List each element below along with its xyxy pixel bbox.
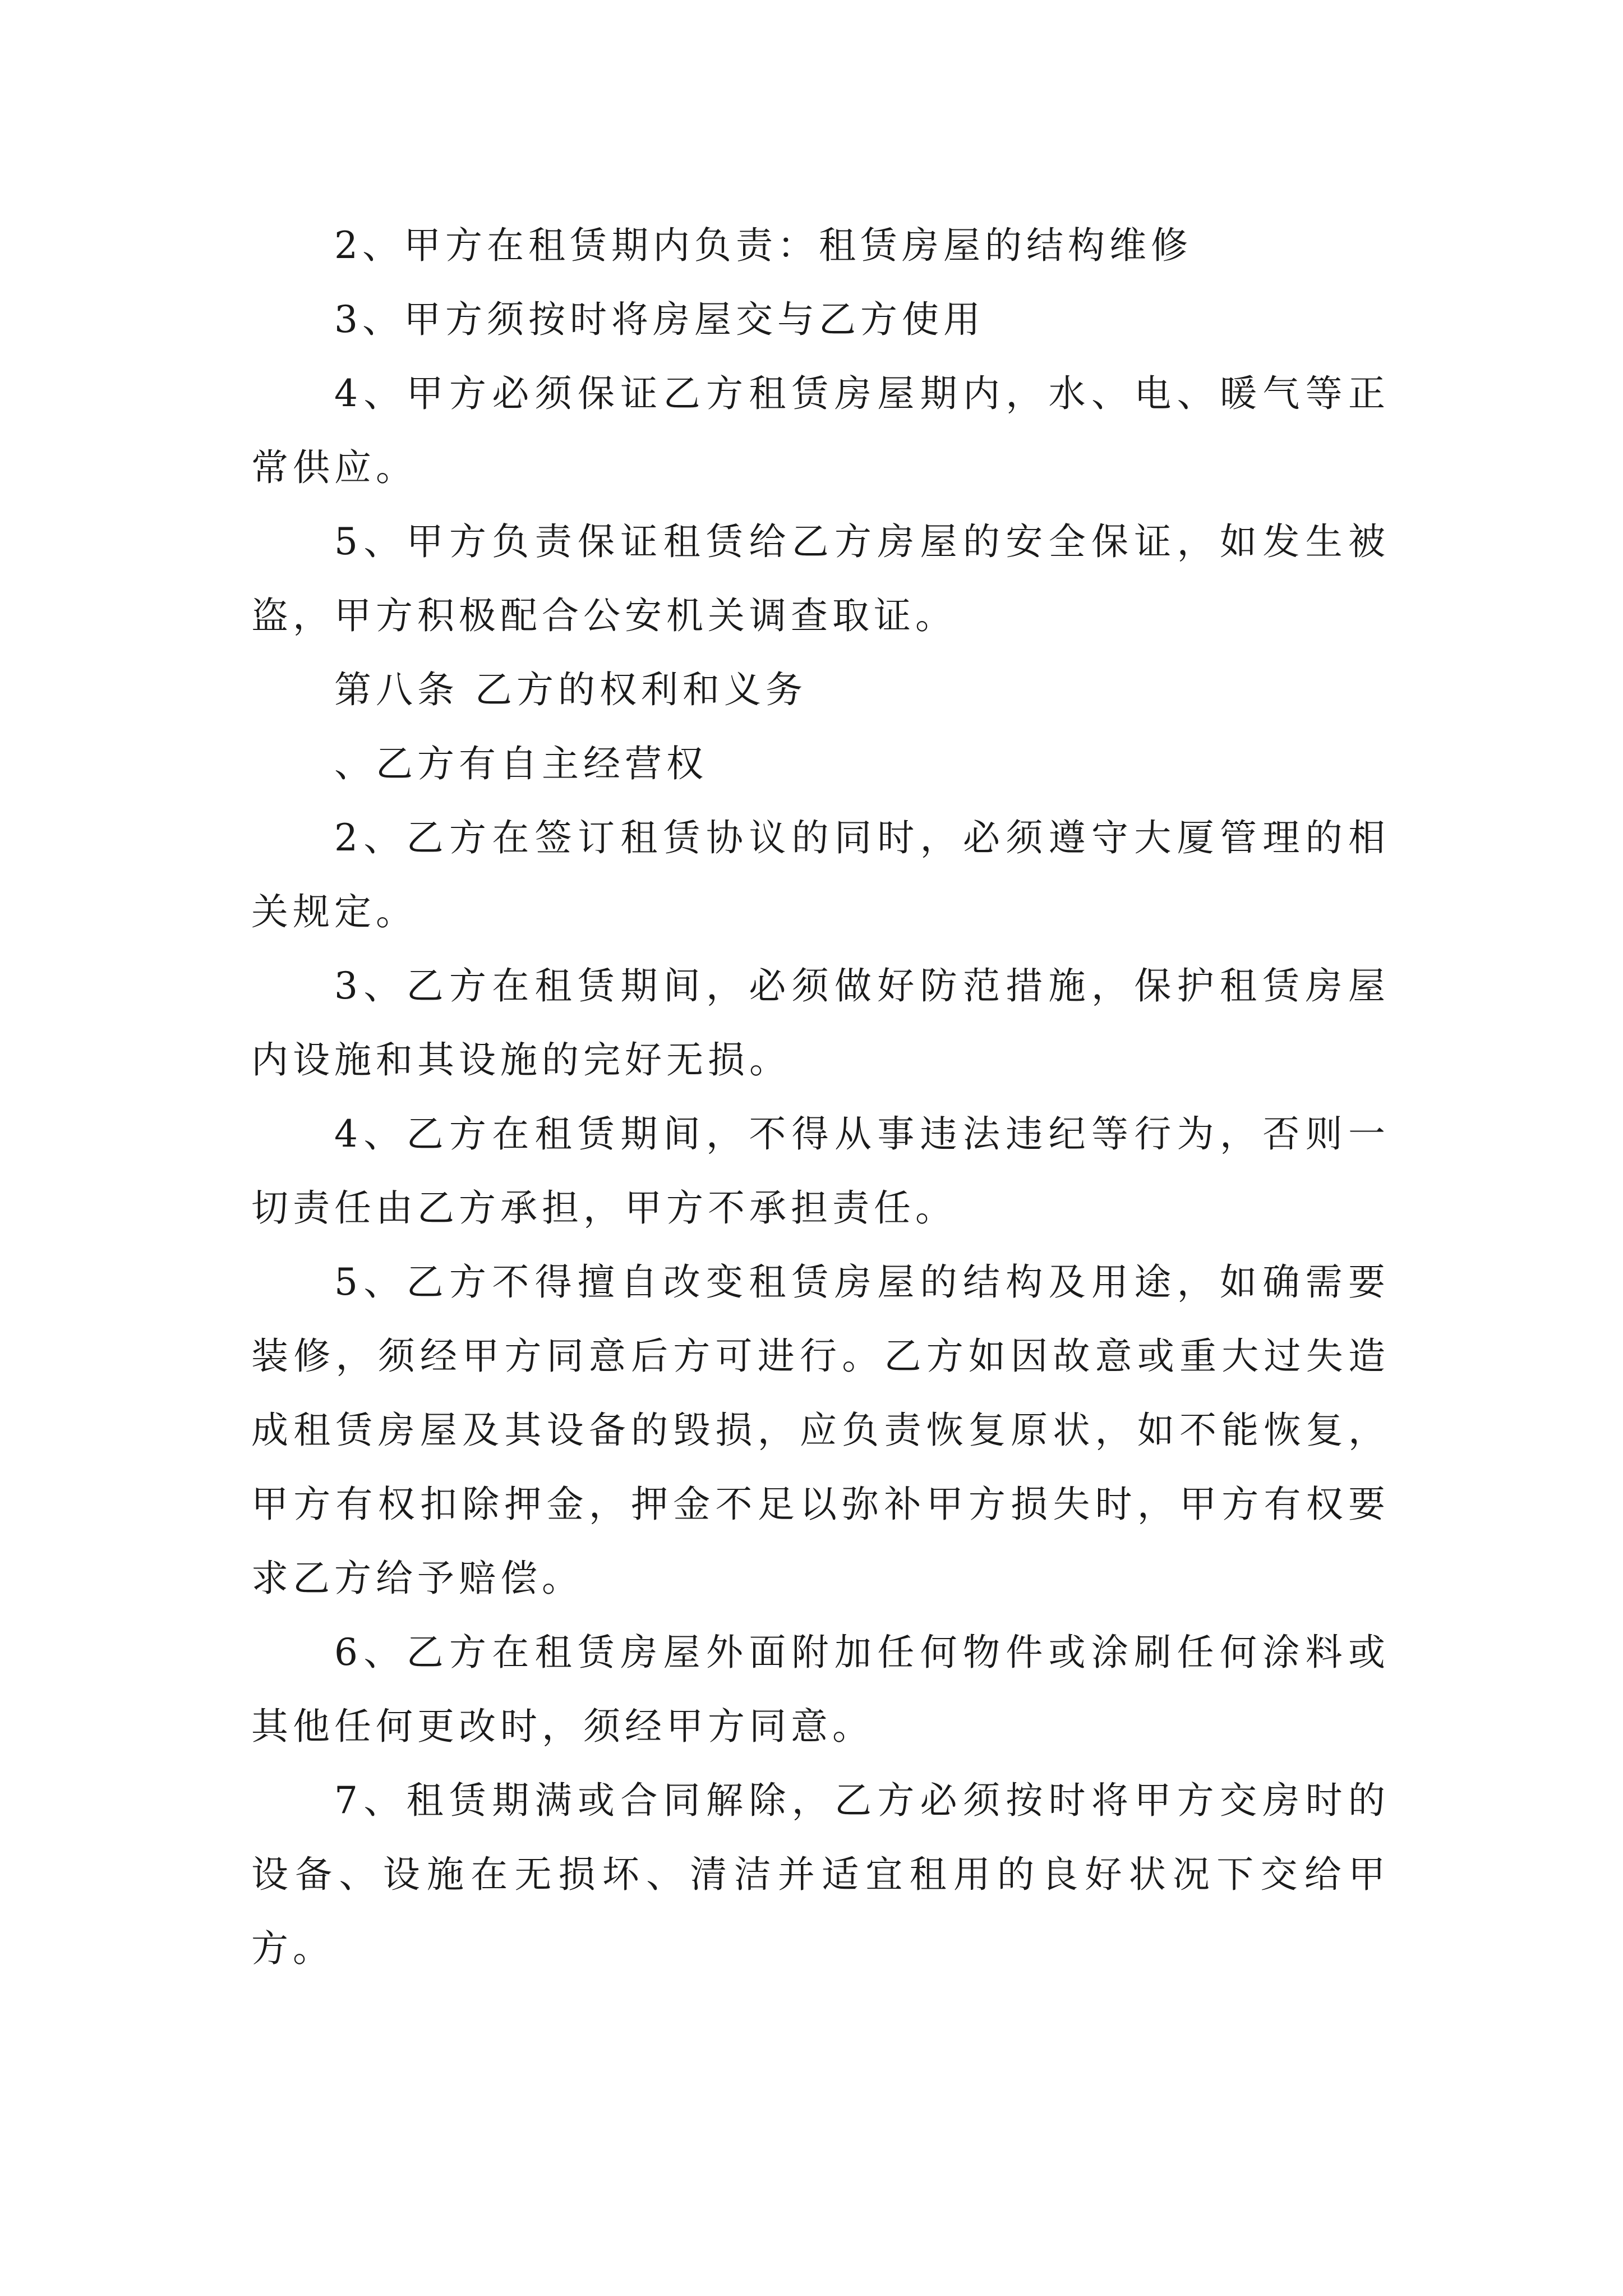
paragraph-landlord-item-4: 4、甲方必须保证乙方租赁房屋期内，水、电、暖气等正常供应。 bbox=[251, 372, 1390, 489]
paragraph-landlord-item-3: 3、甲方须按时将房屋交与乙方使用 bbox=[334, 298, 985, 341]
paragraph-landlord-item-2: 2、甲方在租赁期内负责：租赁房屋的结构维修 bbox=[334, 224, 1192, 267]
paragraph-tenant-item-3: 3、乙方在租赁期间，必须做好防范措施，保护租赁房屋内设施和其设施的完好无损。 bbox=[251, 964, 1390, 1082]
paragraph-tenant-item-7: 7、租赁期满或合同解除，乙方必须按时将甲方交房时的设备、设施在无损坏、清洁并适宜租用的良好状况下交给甲方。 bbox=[251, 1779, 1390, 1970]
paragraph-tenant-item-1: 、乙方有自主经营权 bbox=[334, 742, 708, 785]
paragraph-tenant-item-2: 2、乙方在签订租赁协议的同时，必须遵守大厦管理的相关规定。 bbox=[251, 816, 1390, 933]
article-eight-heading: 第八条 乙方的权利和义务 bbox=[334, 668, 807, 711]
paragraph-tenant-item-5: 5、乙方不得擅自改变租赁房屋的结构及用途，如确需要装修，须经甲方同意后方可进行。乙方如因故意或重大过失造成租赁房屋及其设备的毁损，应负责恢复原状，如不能恢复，甲方有权扣除押金，押金不足以弥补甲方损失时，甲方有权要求乙方给予赔偿。 bbox=[251, 1260, 1390, 1600]
paragraph-tenant-item-4: 4、乙方在租赁期间，不得从事违法违纪等行为，否则一切责任由乙方承担，甲方不承担责任。 bbox=[251, 1112, 1390, 1230]
document-body bbox=[251, 209, 1390, 1986]
paragraph-tenant-item-6: 6、乙方在租赁房屋外面附加任何物件或涂刷任何涂料或其他任何更改时，须经甲方同意。 bbox=[251, 1631, 1390, 1748]
paragraph-landlord-item-5: 5、甲方负责保证租赁给乙方房屋的安全保证，如发生被盗，甲方积极配合公安机关调查取证。 bbox=[251, 520, 1390, 637]
